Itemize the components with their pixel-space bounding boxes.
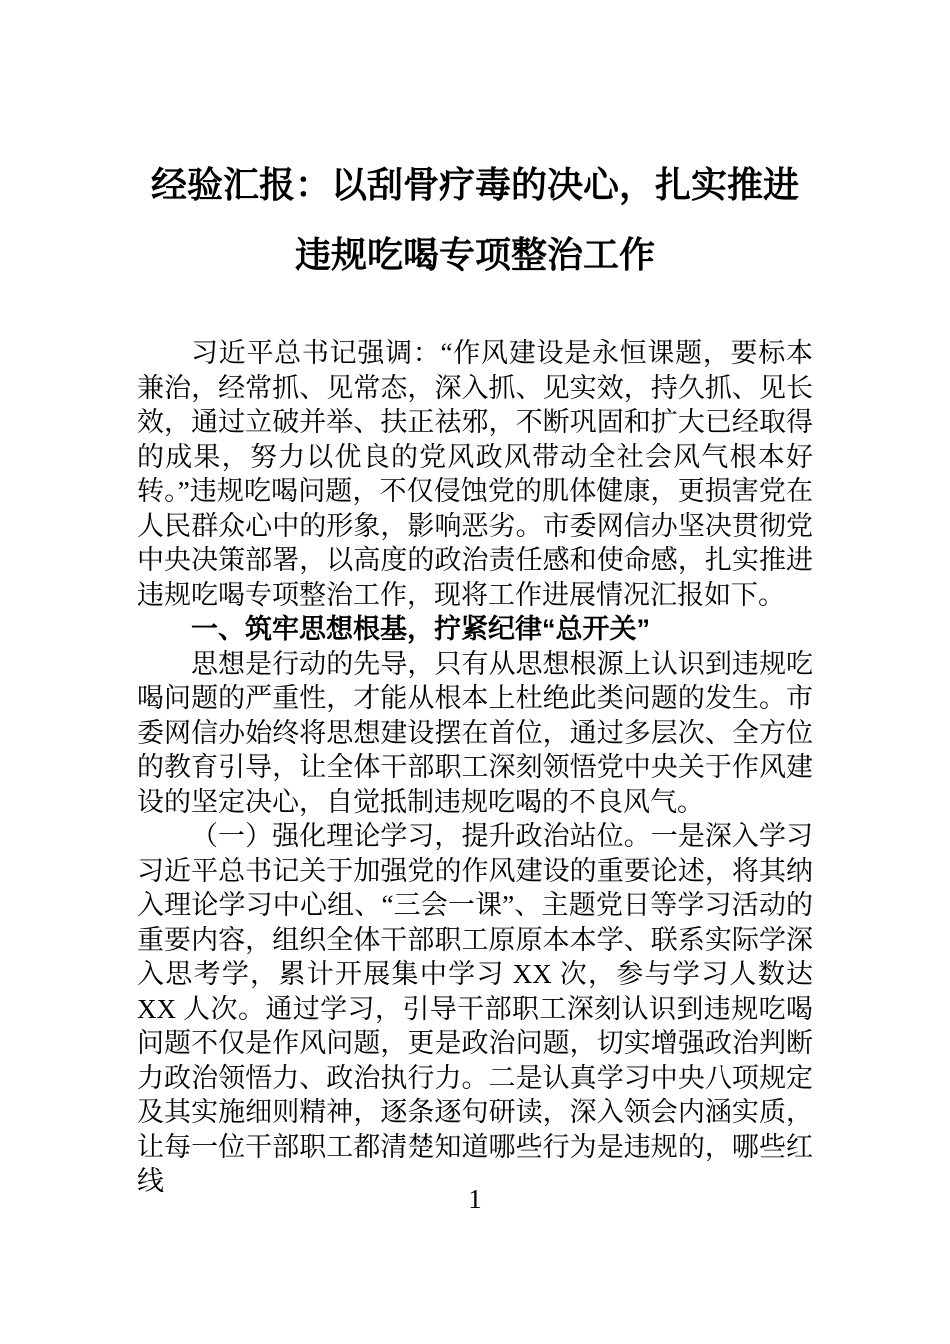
paragraph-section1-2: （一）强化理论学习，提升政治站位。一是深入学习习近平总书记关于加强党的作风建设的重要论述，将其纳入理论学习中心组、“三会一课”、主题党日等学习活动的重要内容，组织全体干部职工原原本本学、联系实际学深入思考学，累计开展集中学习 XX 次，参与学习人数达 XX 人次。通过学习，引导干部职工深刻认识到违规吃喝问题不仅是作风问题，更是政治问题，切实增强政治判断力政治领悟力、政治执行力。二是认真学习中央八项规定及其实施细则精神，逐条逐句研读，深入领会内涵实质，让每一位干部职工都清楚知道哪些行为是违规的，哪些红线 bbox=[137, 821, 813, 1196]
section-heading-1: 一、筑牢思想根基，拧紧纪律“总开关” bbox=[191, 614, 650, 644]
document-title-line-2: 违规吃喝专项整治工作 bbox=[294, 234, 655, 275]
document-title-line-1: 经验汇报：以刮骨疗毒的决心，扎实推进 bbox=[150, 164, 799, 205]
document-title bbox=[100, 150, 850, 290]
page-number: 1 bbox=[468, 1184, 482, 1214]
document-body bbox=[137, 336, 813, 1199]
paragraph-section1-1: 思想是行动的先导，只有从思想根源上认识到违规吃喝问题的严重性，才能从根本上杜绝此类问题的发生。市委网信办始终将思想建设摆在首位，通过多层次、全方位的教育引导，让全体干部职工深刻领悟党中央关于作风建设的坚定决心，自觉抵制违规吃喝的不良风气。 bbox=[137, 648, 813, 817]
paragraph-intro: 习近平总书记强调：“作风建设是永恒课题，要标本兼治，经常抓、见常态，深入抓、见实效，持久抓、见长效，通过立破并举、扶正祛邪，不断巩固和扩大已经取得的成果，努力以优良的党风政风带动全社会风气根本好转。”违规吃喝问题，不仅侵蚀党的肌体健康，更损害党在人民群众心中的形象，影响恶劣。市委网信办坚决贯彻党中央决策部署，以高度的政治责任感和使命感，扎实推进违规吃喝专项整治工作，现将工作进展情况汇报如下。 bbox=[137, 338, 813, 610]
